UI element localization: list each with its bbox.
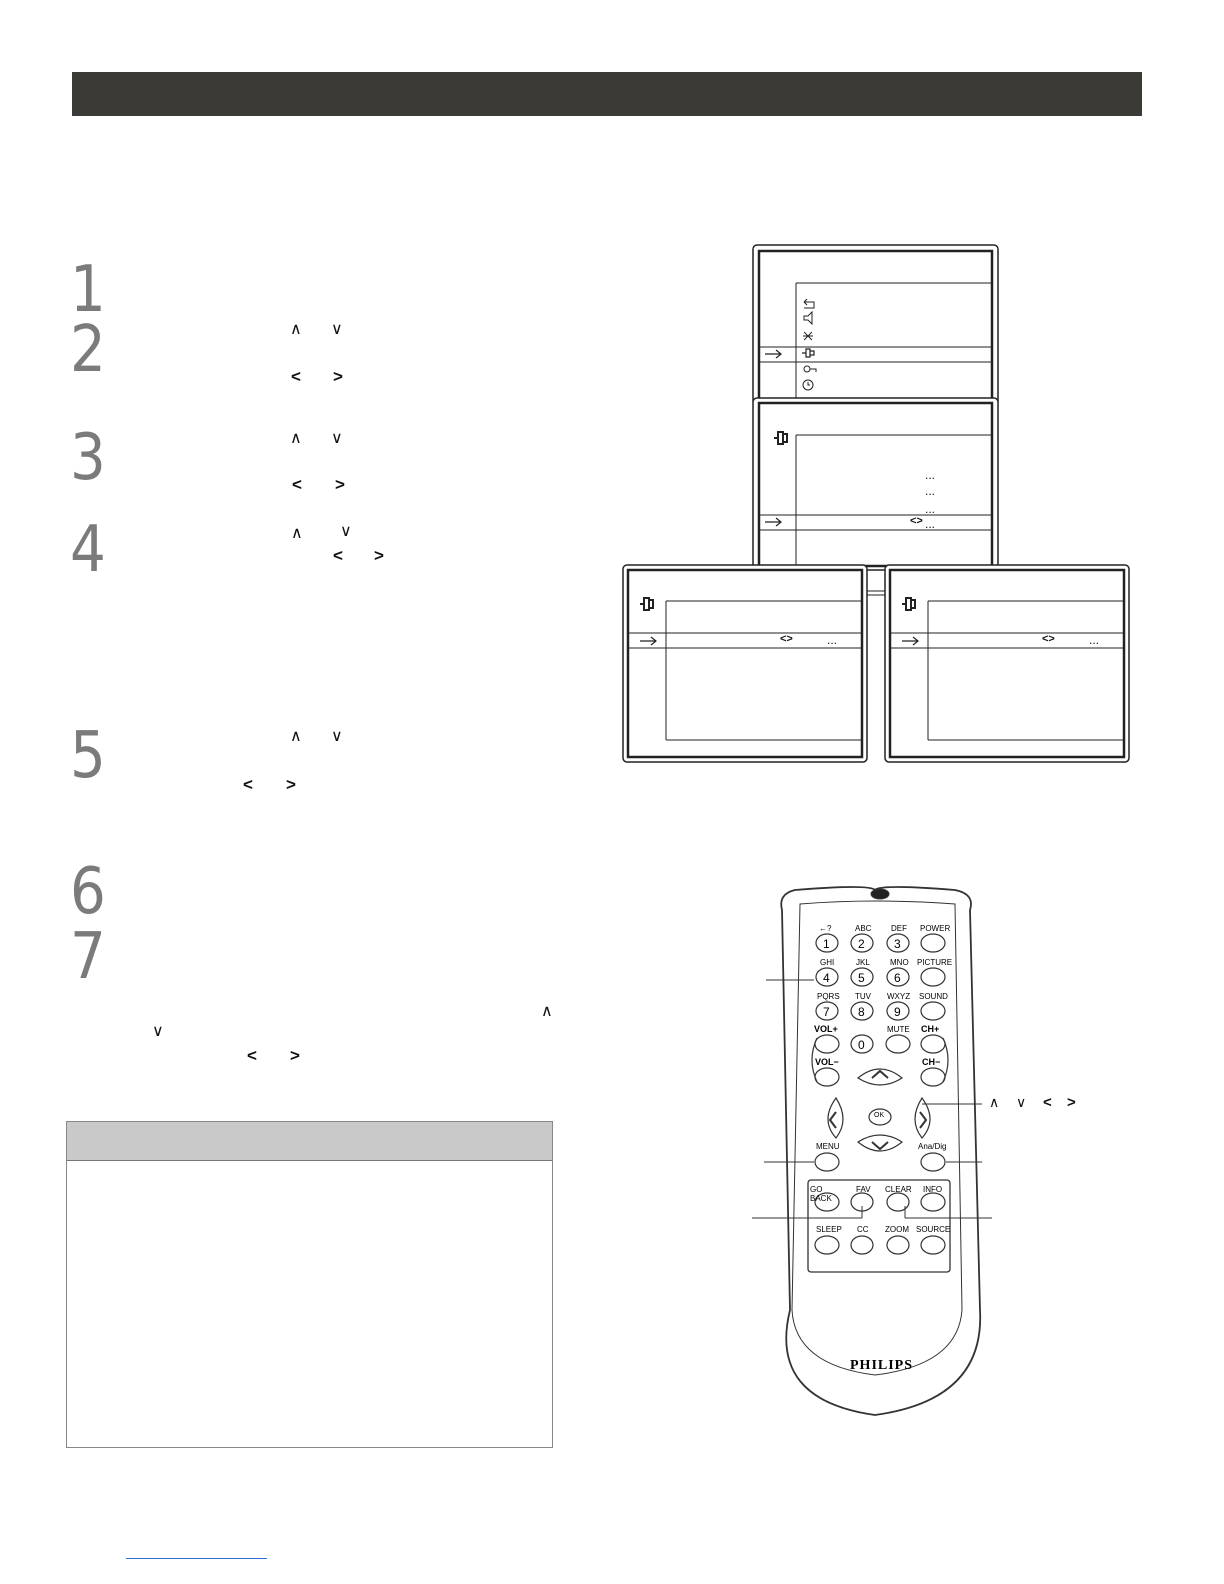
ellipsis-text: ... [925, 502, 936, 516]
clear-label: CLEAR [885, 1185, 912, 1194]
number-key-4[interactable]: 4 [823, 971, 830, 985]
key-label: GHI [820, 958, 835, 967]
number-key-1[interactable]: 1 [823, 937, 830, 951]
up-arrow-icon: ∧ [290, 319, 302, 338]
key-label: WXYZ [887, 992, 911, 1001]
key-label: PICTURE [917, 958, 953, 967]
left-right-indicator: <> [1042, 633, 1055, 645]
down-arrow-icon: ∨ [331, 726, 343, 745]
left-right-indicator: <> [780, 633, 793, 645]
number-key-5[interactable]: 5 [858, 971, 865, 985]
step-number-1: 1 [70, 253, 106, 327]
number-key-8[interactable]: 8 [858, 1005, 865, 1019]
note-box-header [67, 1122, 552, 1161]
up-arrow-icon: ∧ [290, 428, 302, 447]
ana-dig-label: Ana/Dig [918, 1142, 947, 1151]
down-arrow-icon: ∨ [331, 319, 343, 338]
left-arrow-icon: < [333, 546, 343, 565]
fav-label: FAV [856, 1185, 871, 1194]
ellipsis-text: ... [827, 633, 838, 647]
sleep-label: SLEEP [816, 1225, 842, 1234]
number-key-3[interactable]: 3 [894, 937, 901, 951]
number-key-6[interactable]: 6 [894, 971, 901, 985]
ellipsis-text: ... [925, 484, 936, 498]
step-number-4: 4 [70, 513, 106, 587]
key-label: MNO [890, 958, 909, 967]
go-back-label: GO BACK [810, 1185, 832, 1203]
right-arrow-icon: > [1067, 1094, 1076, 1111]
left-arrow-icon: < [291, 367, 301, 386]
step-number-5: 5 [70, 719, 106, 793]
volume-down-label: VOL− [815, 1057, 839, 1067]
ok-button[interactable]: OK [874, 1112, 885, 1119]
left-arrow-icon: < [243, 775, 253, 794]
cc-label: CC [857, 1225, 869, 1234]
zoom-label: ZOOM [885, 1225, 909, 1234]
note-box [66, 1121, 553, 1448]
ellipsis-text: ... [1089, 633, 1100, 647]
mute-label: MUTE [887, 1025, 910, 1034]
footer-link-underline [126, 1558, 267, 1559]
step-number-7: 7 [70, 920, 106, 994]
source-label: SOURCE [916, 1225, 951, 1234]
down-arrow-icon: ∨ [152, 1021, 164, 1040]
tv-menu-screens-illustration [618, 240, 1138, 770]
up-arrow-icon: ∧ [989, 1095, 1000, 1111]
volume-up-label: VOL+ [814, 1024, 838, 1034]
ellipsis-text: ... [925, 468, 936, 482]
left-arrow-icon: < [1043, 1094, 1052, 1111]
key-label: TUV [855, 992, 871, 1001]
key-label: ←? [819, 924, 832, 933]
number-key-7[interactable]: 7 [823, 1005, 830, 1019]
info-label: INFO [923, 1185, 943, 1194]
key-label: ABC [855, 924, 872, 933]
down-arrow-icon: ∨ [340, 521, 352, 540]
right-arrow-icon: > [335, 475, 345, 494]
up-arrow-icon: ∧ [290, 726, 302, 745]
key-label: JKL [856, 958, 870, 967]
down-arrow-icon: ∨ [331, 428, 343, 447]
step-number-3: 3 [70, 421, 106, 495]
channel-down-label: CH− [922, 1057, 941, 1067]
right-arrow-icon: > [290, 1046, 300, 1065]
number-key-0[interactable]: 0 [858, 1038, 865, 1052]
number-key-2[interactable]: 2 [858, 937, 865, 951]
key-label: DEF [891, 924, 907, 933]
number-key-9[interactable]: 9 [894, 1005, 901, 1019]
header-bar [72, 72, 1142, 116]
step-number-2: 2 [70, 313, 106, 387]
menu-label: MENU [816, 1142, 840, 1151]
left-arrow-icon: < [292, 475, 302, 494]
right-arrow-icon: > [333, 367, 343, 386]
left-right-indicator: <> [910, 515, 923, 527]
key-label: PQRS [817, 992, 840, 1001]
right-arrow-icon: > [374, 546, 384, 565]
key-label: POWER [920, 924, 951, 933]
step-number-6: 6 [70, 855, 106, 929]
brand-logo: PHILIPS [850, 1358, 914, 1373]
left-arrow-icon: < [247, 1046, 257, 1065]
down-arrow-icon: ∨ [1016, 1095, 1027, 1111]
ellipsis-text: ... [925, 517, 936, 531]
right-arrow-icon: > [286, 775, 296, 794]
up-arrow-icon: ∧ [541, 1001, 553, 1020]
up-arrow-icon: ∧ [291, 523, 303, 542]
channel-up-label: CH+ [921, 1024, 940, 1034]
key-label: SOUND [919, 992, 948, 1001]
